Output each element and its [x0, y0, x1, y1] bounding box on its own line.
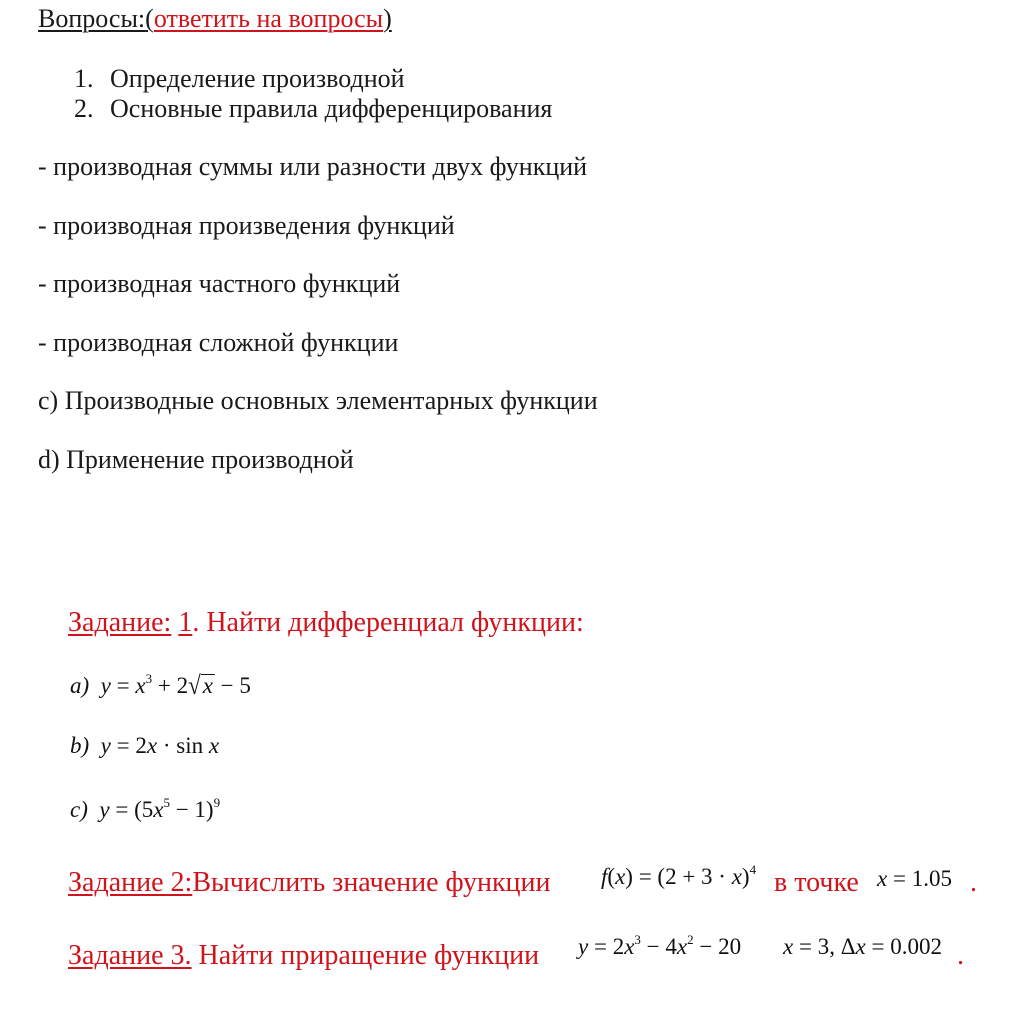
section-d: d) Применение производной [38, 445, 354, 474]
list-item-number: 1. [74, 64, 94, 93]
list-item [74, 94, 553, 124]
item-b-label: b) [70, 733, 90, 758]
formula-a: a) $y = x^3 + 2√x - 5$ [70, 671, 251, 700]
sqrt-symbol: √x [188, 671, 213, 700]
questions-label: Вопросы: [38, 4, 146, 33]
list-item-text: Основные правила дифференцирования [110, 94, 553, 123]
task2-label-line [68, 867, 551, 899]
rule-sum: - производная суммы или разности двух функций [38, 152, 588, 181]
rule-product: - производная произведения функций [38, 211, 455, 240]
task1-number: 1 [178, 607, 193, 638]
paren-close: ) [383, 4, 392, 33]
rule-quotient: - производная частного функций [38, 269, 401, 298]
task3-values: x = 3, Δx = 0.002 [783, 934, 942, 959]
task3-label-line [68, 940, 539, 972]
task1-text: . Найти дифференциал функции: [192, 607, 584, 638]
rule-composite: - производная сложной функции [38, 328, 399, 357]
section-c: с) Производные основных элементарных функции [38, 386, 598, 415]
task2-formula: $f(x) = (2 + 3 \cdot x)^4$ [601, 862, 757, 889]
list-item [74, 64, 405, 94]
task2-at-point: в точке [774, 867, 859, 898]
item-a-label: a) [70, 673, 90, 698]
task3-formula: $y = 2x^3 - 4x^2 - 20$ [578, 932, 742, 959]
task3-label: Задание 3. [68, 940, 192, 971]
task3-text: Найти приращение функции [198, 940, 540, 971]
paren-open: ( [145, 4, 154, 33]
formula-c: c) $y = (5x^5 - 1)^9$ [70, 795, 221, 822]
task2-x-number: 1.05 [911, 866, 952, 891]
task2-label: Задание 2: [68, 867, 193, 898]
task2-text: Вычислить значение функции [192, 867, 551, 898]
formula-b: b) y = 2x · sin x [70, 733, 220, 758]
task1-heading [68, 607, 584, 639]
questions-header [38, 4, 392, 34]
task2-x-value: x = 1.05 [877, 866, 952, 891]
answer-questions-link[interactable]: ответить на вопросы [153, 4, 384, 33]
list-item-text: Определение производной [110, 64, 405, 93]
task1-label: Задание: [68, 607, 172, 638]
list-item-number: 2. [74, 94, 94, 123]
task3-x-number: 3 [817, 934, 830, 959]
task3-dx-number: 0.002 [890, 934, 942, 959]
task2-period: . [970, 867, 977, 898]
task3-period: . [957, 940, 964, 971]
item-c-label: c) [70, 797, 88, 822]
